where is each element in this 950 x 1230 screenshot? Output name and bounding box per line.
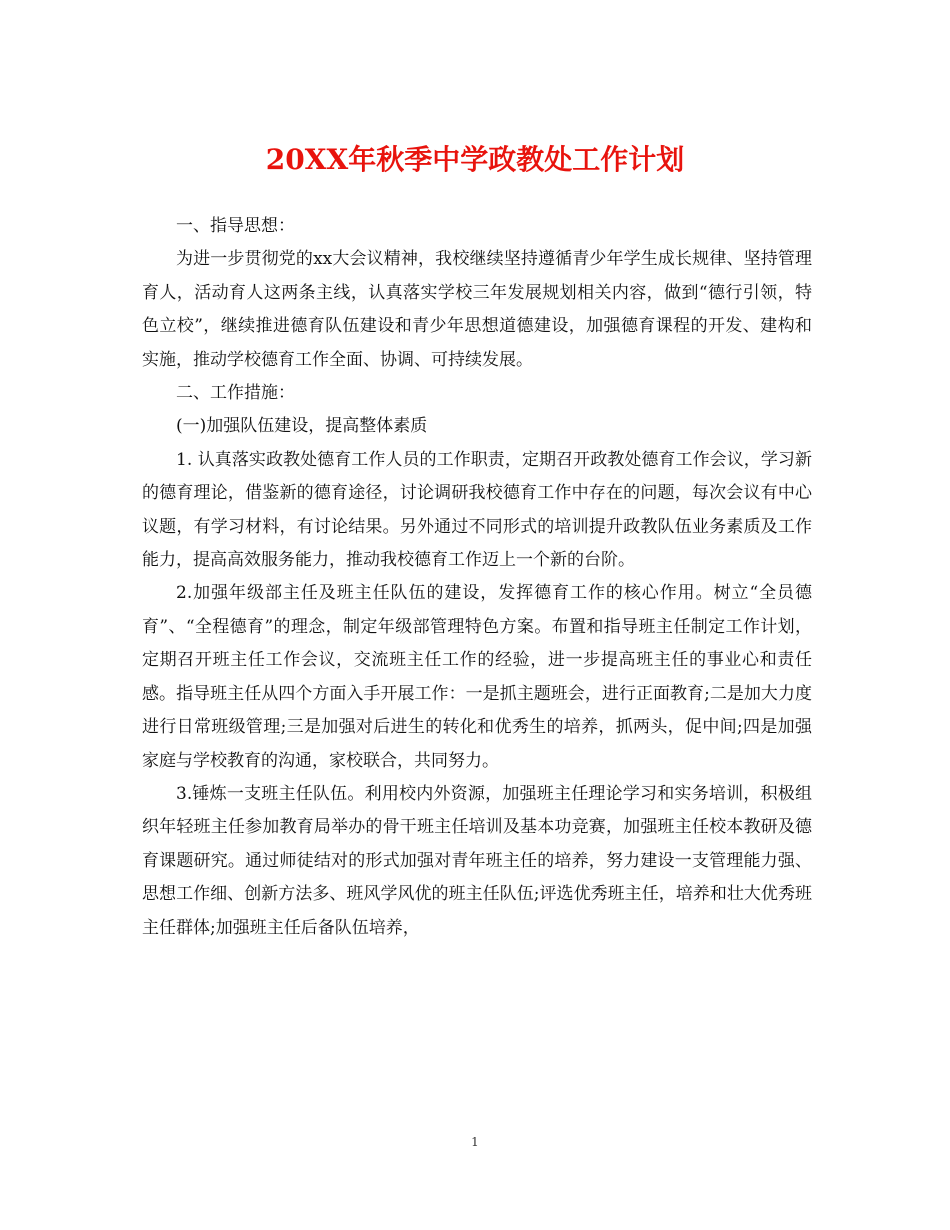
section-heading-work-measures: 二、工作措施： <box>176 383 295 404</box>
page-number: 1 <box>471 1135 479 1149</box>
paragraph-guiding-ideology: 为进一步贯彻党的xx大会议精神，我校继续坚持遵循青少年学生成长规律、坚持管理育人，活动育人这两条主线，认真落实学校三年发展规划相关内容，做到“德行引领，特色立校”，继续推进德育队伍建设和青少年思想道德建设，加强德育课程的开发、建构和实施，推动学校德育工作全面、协调、可持续发展。 <box>142 249 812 370</box>
page-title: 20XX年秋季中学政教处工作计划 <box>265 143 685 176</box>
paragraph-item-2: 2.加强年级部主任及班主任队伍的建设，发挥德育工作的核心作用。树立“全员德育”、“全程德育”的理念，制定年级部管理特色方案。布置和指导班主任制定工作计划，定期召开班主任工作会议，交流班主任工作的经验，进一步提高班主任的事业心和责任感。指导班主任从四个方面入手开展工作：一是抓主题班会，进行正面教育;二是加大力度进行日常班级管理;三是加强对后进生的转化和优秀生的培养，抓两头，促中间;四是加强家庭与学校教育的沟通，家校联合，共同努力。 <box>142 583 812 771</box>
document-body <box>142 210 812 945</box>
paragraph-item-3: 3.锤炼一支班主任队伍。利用校内外资源，加强班主任理论学习和实务培训，积极组织年轻班主任参加教育局举办的骨干班主任培训及基本功竞赛，加强班主任校本教研及德育课题研究。通过师徒结对的形式加强对青年班主任的培养，努力建设一支管理能力强、思想工作细、创新方法多、班风学风优的班主任队伍;评选优秀班主任，培养和壮大优秀班主任群体;加强班主任后备队伍培养， <box>142 783 812 938</box>
section-heading-guiding-ideology: 一、指导思想： <box>176 216 295 236</box>
subsection-heading-team-building: (一)加强队伍建设，提高整体素质 <box>176 416 428 437</box>
paragraph-item-1: 1. 认真落实政教处德育工作人员的工作职责，定期召开政教处德育工作会议，学习新的德育理论，借鉴新的德育途径，讨论调研我校德育工作中存在的问题，每次会议有中心议题，有学习材料，有讨论结果。另外通过不同形式的培训提升政教队伍业务素质及工作能力，提高高效服务能力，推动我校德育工作迈上一个新的台阶。 <box>142 449 812 571</box>
